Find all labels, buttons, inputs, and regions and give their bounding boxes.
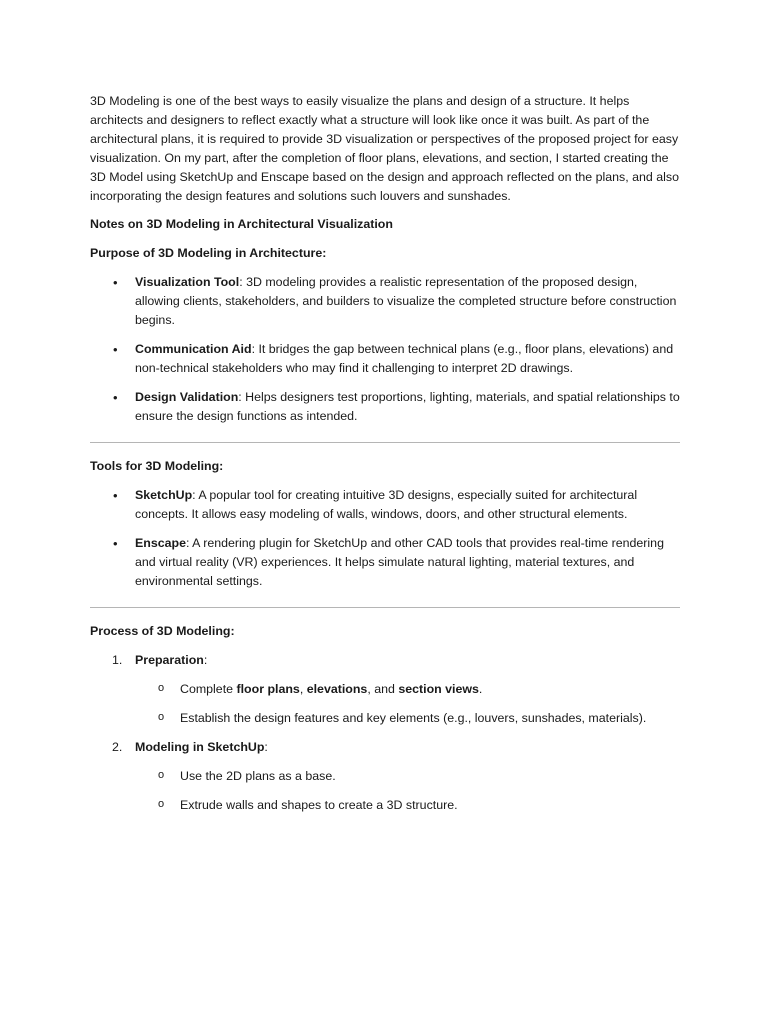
list-item-term: SketchUp	[135, 488, 193, 502]
list-item-desc: : A popular tool for creating intuitive 3D designs, especially suited for architectural concepts. It allows easy modeling of walls, windows, doors, and other structural elements.	[135, 488, 638, 521]
sub-item-bold: floor plans	[236, 682, 300, 696]
list-item-desc: : 3D modeling provides a realistic representation of the proposed design, allowing clients, stakeholders, and builders to visualize the completed structure before construction begins.	[135, 275, 677, 327]
tools-list	[90, 486, 680, 591]
process-heading: Process of 3D Modeling:	[90, 624, 235, 638]
intro-paragraph: 3D Modeling is one of the best ways to easily visualize the plans and design of a structure. It helps architects and designers to reflect exactly what a structure will look like once it was built. As part of the architectural plans, it is required to provide 3D visualization or perspectives of the proposed project for easy visualization. On my part, after the completion of floor plans, elevations, and section, I started creating the 3D Model using SketchUp and Enscape based on the design and approach reflected on the plans, and also incorporating the design features and solutions such louvers and sunshades.	[90, 94, 679, 203]
process-step	[90, 738, 680, 815]
list-item	[90, 388, 680, 426]
purpose-heading: Purpose of 3D Modeling in Architecture:	[90, 246, 327, 260]
list-item-term: Enscape	[135, 536, 186, 550]
sub-item	[135, 767, 680, 786]
list-item-desc: : It bridges the gap between technical plans (e.g., floor plans, elevations) and non-technical stakeholders who may find it challenging to interpret 2D drawings.	[135, 342, 674, 375]
list-item-desc: : Helps designers test proportions, lighting, materials, and spatial relationships to ensure the design functions as intended.	[135, 390, 680, 423]
purpose-list	[90, 273, 680, 426]
tools-heading: Tools for 3D Modeling:	[90, 459, 224, 473]
process-steps	[90, 651, 680, 815]
step-number: 2.	[112, 740, 123, 754]
sub-item-text: , and	[367, 682, 399, 696]
sub-item-bold: elevations	[306, 682, 368, 696]
sub-item-text: Use the 2D plans as a base.	[180, 769, 336, 783]
list-item-term: Design Validation	[135, 390, 239, 404]
horizontal-divider	[90, 607, 680, 608]
step-sublist	[135, 767, 680, 815]
list-item	[90, 340, 680, 378]
sub-item-text: Extrude walls and shapes to create a 3D structure.	[180, 798, 458, 812]
notes-heading: Notes on 3D Modeling in Architectural Visualization	[90, 217, 393, 231]
list-item-desc: : A rendering plugin for SketchUp and other CAD tools that provides real-time rendering and virtual reality (VR) experiences. It helps simulate natural lighting, material textures, and environmental settings.	[135, 536, 664, 588]
list-item	[90, 486, 680, 524]
sub-item-text: Establish the design features and key elements (e.g., louvers, sunshades, materials).	[180, 711, 647, 725]
list-item	[90, 273, 680, 330]
sub-item	[135, 680, 680, 699]
step-colon: :	[264, 740, 268, 754]
sub-item-text: .	[478, 682, 483, 696]
process-step	[90, 651, 680, 728]
sub-item-bold: section views	[398, 682, 479, 696]
sub-item	[135, 796, 680, 815]
document-page	[90, 92, 680, 825]
step-title: Preparation	[135, 653, 204, 667]
list-item-term: Visualization Tool	[135, 275, 240, 289]
list-item	[90, 534, 680, 591]
step-colon: :	[203, 653, 208, 667]
sub-item	[135, 709, 680, 728]
horizontal-divider	[90, 442, 680, 443]
step-number: 1.	[112, 653, 123, 667]
sub-item-text: Complete	[180, 682, 237, 696]
step-sublist	[135, 680, 680, 728]
sub-item-text: ,	[299, 682, 307, 696]
step-title: Modeling in SketchUp	[135, 740, 265, 754]
list-item-term: Communication Aid	[135, 342, 252, 356]
